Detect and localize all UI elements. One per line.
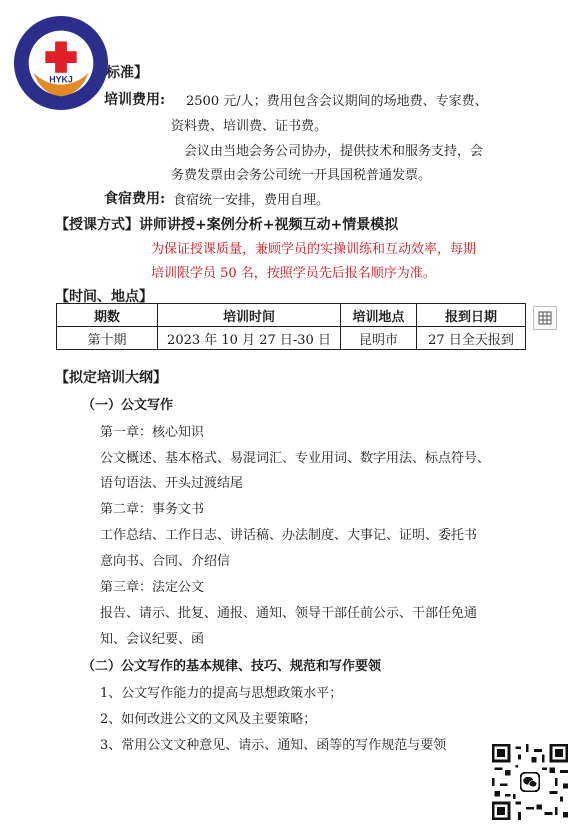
table-options-button[interactable] bbox=[533, 306, 557, 330]
training-fee-line1: 2500 元/人；费用包含会议期间的场地费、专家费、 bbox=[186, 94, 488, 109]
training-fee-line2: 资料费、培训费、证书费。 bbox=[171, 119, 328, 134]
table-row bbox=[57, 327, 526, 350]
chapter3-line2: 知、会议纪要、函 bbox=[100, 632, 205, 647]
outline-title: 【拟定培训大纲】 bbox=[55, 370, 167, 386]
outline-part1-title: （一）公文写作 bbox=[82, 398, 174, 413]
chapter3-line1: 报告、请示、批复、通报、通知、领导干部任前公示、干部任免通 bbox=[100, 606, 478, 621]
outline-part2-title: （二）公文写作的基本规律、技巧、规范和写作要领 bbox=[82, 659, 382, 674]
cell-checkin: 27 日全天报到 bbox=[417, 327, 526, 350]
teaching-note-line2: 培训限学员 50 名，按照学员先后报名顺序为准。 bbox=[151, 266, 436, 281]
schedule-title: 【时间、地点】 bbox=[55, 289, 153, 305]
col-header-location: 培训地点 bbox=[341, 304, 417, 327]
list-item: 3、常用公文文种意见、请示、通知、函等的写作规范与要领 bbox=[100, 738, 447, 753]
cell-session: 第十期 bbox=[57, 327, 158, 350]
teaching-method-title: 【授课方式】讲师讲授+案例分析+视频互动+情景模拟 bbox=[55, 217, 399, 233]
lodging-fee-text: 食宿统一安排，费用自理。 bbox=[173, 193, 330, 208]
wechat-qr-code bbox=[492, 744, 568, 820]
chapter2-line1: 工作总结、工作日志、讲话稿、办法制度、大事记、证明、委托书 bbox=[100, 528, 478, 543]
training-fee-line3: 会议由当地会务公司协办，提供技术和服务支持，会 bbox=[184, 144, 484, 159]
chapter3-title: 第三章：法定公文 bbox=[100, 580, 205, 595]
col-header-session: 期数 bbox=[57, 304, 158, 327]
cell-time: 2023 年 10 月 27 日-30 日 bbox=[158, 327, 341, 350]
section-title: 标准】 bbox=[106, 65, 148, 81]
logo-text: HYKJ bbox=[49, 74, 73, 85]
col-header-checkin: 报到日期 bbox=[417, 304, 526, 327]
lodging-fee-label: 食宿费用: bbox=[104, 191, 166, 207]
chapter1-line2: 语句语法、开头过渡结尾 bbox=[100, 476, 244, 491]
training-fee-line4: 务费发票由会务公司统一开具国税普通发票。 bbox=[171, 168, 432, 183]
schedule-table bbox=[56, 303, 526, 350]
chapter1-line1: 公文概述、基本格式、易混词汇、专业用词、数字用法、标点符号、 bbox=[100, 451, 491, 466]
chapter1-title: 第一章：核心知识 bbox=[100, 425, 205, 440]
col-header-time: 培训时间 bbox=[158, 304, 341, 327]
table-header-row bbox=[57, 304, 526, 327]
cell-location: 昆明市 bbox=[341, 327, 417, 350]
table-grid-icon bbox=[534, 307, 556, 329]
org-logo bbox=[12, 14, 110, 112]
training-fee-label: 培训费用: bbox=[104, 92, 166, 108]
list-item: 2、如何改进公文的文风及主要策略； bbox=[100, 712, 317, 727]
chapter2-title: 第二章：事务文书 bbox=[100, 502, 205, 517]
chapter2-line2: 意向书、合同、介绍信 bbox=[100, 554, 231, 569]
teaching-note-line1: 为保证授课质量，兼顾学员的实操训练和互动效率，每期 bbox=[151, 242, 477, 257]
list-item: 1、公文写作能力的提高与思想政策水平； bbox=[100, 686, 343, 701]
